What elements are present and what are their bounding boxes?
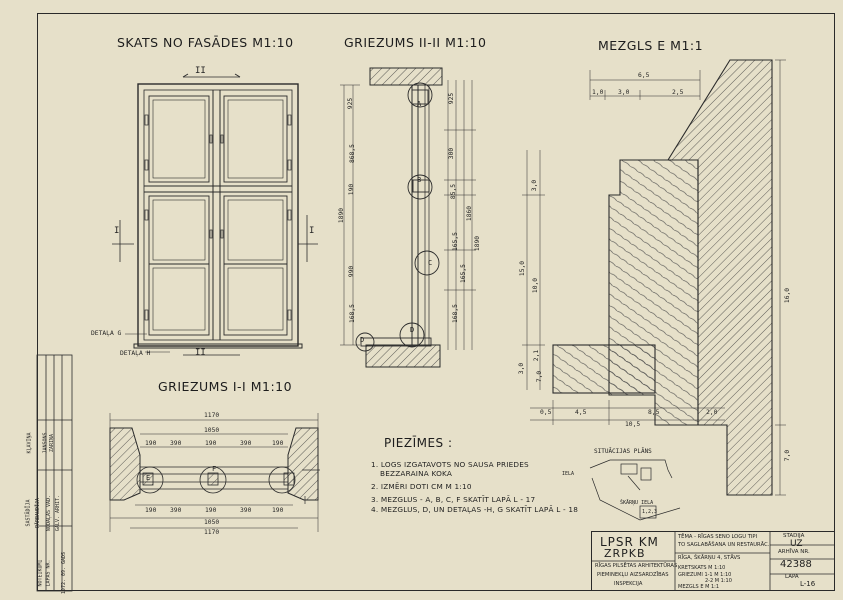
node-f-circle-label: F [212,465,217,473]
section2-dim-right-3: 85,5 [450,183,458,200]
node-dim-bottom-4: 2,0 [706,409,718,416]
note-1-cont: BEZZARAINA KOKA [380,469,453,478]
section-marker-left: I [114,226,120,236]
note-4: 4. MEZGLUS, D, UN DETAĻAS -H, G SKATĪT LAPĀ L - 18 [371,505,579,514]
stage-label: STADIJA [783,533,805,539]
section2-dim-left-5: 168,5 [348,304,356,323]
section1-dim-bot-seg-5: 190 [272,507,284,514]
node-c-label: C [428,259,433,267]
site-plan-drawing [590,460,680,520]
section2-dim-right-5: 165,5 [459,264,467,283]
node-e-circle-label: E [146,474,151,482]
section1-dim-seg-5: 190 [272,440,284,447]
section2-dim-right-6: 168,5 [451,304,459,323]
strip-name-4: ZARIŅA [49,433,56,453]
section2-dim-right-7: 1860 [466,205,474,222]
site-plan-street-1: IELA [562,471,575,477]
section1-dim-bot-seg-2: 390 [170,507,182,514]
node-dim-top-2: 3,0 [618,89,630,96]
section-marker-bottom: II [195,348,206,358]
node-dim-right: 16,0 [784,287,792,304]
title-block-org-4: PIEMINEKĻU AIZSARDZĪBAS [597,572,669,578]
section2-dim-right-4: 165,5 [451,232,459,251]
strip-bottom-3: 1972. 09. GADS [61,551,68,595]
title-block-row-3: 2-2 M 1:10 [705,578,732,584]
node-b-label: B [417,176,422,184]
section2-dim-right-8: 1890 [474,235,482,252]
section2-dim-left-2: 868,5 [348,144,356,163]
strip-col-1: SASTĀDĪJA [25,499,32,527]
node-a-label: A [417,100,422,108]
title-block-row-4: MEZGLS E M 1:1 [678,584,720,590]
section2-dim-total: 1890 [338,207,346,224]
section-marker-top: II [195,66,206,76]
strip-name-1: KĻAVIŅA [26,432,33,454]
title-block-row-1: KRETSKATS M 1:10 [678,565,726,571]
node-dim-v3: 10,0 [532,277,540,294]
node-d-small-label: D [360,336,365,344]
node-dim-top-1: 1,0 [592,89,604,96]
section1-dim-w1: 1170 [204,412,220,419]
section1-dim-seg-2: 390 [170,440,182,447]
section-marker-right: I [309,226,315,236]
section2-dim-left-3: 190 [348,183,356,196]
strip-col-3: NODAĻAS VAD. [46,494,53,532]
strip-col-2: PĀRBAUDĪJA [35,497,42,529]
section2-dim-right-2: 300 [448,147,456,160]
node-dim-bottom-2: 4,5 [575,409,587,416]
note-3: 3. MEZGLUS - A, B, C, F SKATĪT LAPĀ L - 17 [371,495,536,504]
section1-dim-bot-w2: 1170 [204,529,220,536]
node-e-drawing [522,60,786,495]
note-2: 2. IZMĒRI DOTI CM M 1:10 [371,482,472,491]
node-dim-v6: 7,0 [536,370,544,383]
section1-dim-bot-seg-4: 390 [240,507,252,514]
node-dim-v5: 3,0 [518,362,526,375]
sheet-number: L-16 [800,580,816,588]
site-plan-street-2: ŠKĀRŅU IELA [620,500,654,506]
title-block-address: RĪGA, ŠKĀRŅU 4, STĀVS [678,555,741,561]
node-e-title: MEZGLS E M1:1 [598,38,704,53]
detail-g-label: DETAĻA G [91,330,122,337]
section-1-title: GRIEZUMS I-I M1:10 [158,379,293,394]
node-d-label: D [410,326,415,334]
node-dim-v2: 15,0 [519,260,527,277]
title-block-org-2: ZRPKB [604,547,646,560]
site-plan-title: SITUĀCIJAS PLĀNS [594,448,652,455]
title-block-org-5: INSPEKCIJA [614,581,643,587]
note-1: 1. LOGS IZGATAVOTS NO SAUSA PRIEDES [371,460,529,469]
section-2-title: GRIEZUMS II-II M1:10 [344,35,487,50]
section2-dim-right-1: 925 [448,92,456,105]
title-block-tema: TĒMA - RĪGAS SENO LOGU TIPI [678,534,758,540]
stage-value: UZ [790,539,803,549]
section2-dim-left-1: 925 [347,97,355,110]
node-dim-right-2: 7,0 [784,449,792,462]
title-block-org-1: LPSR KM [600,535,659,549]
section1-dim-bot-w1: 1050 [204,519,220,526]
title-block-org-3: RĪGAS PILSĒTAS ARHITEKTŪRAS [595,563,678,569]
title-block-tema-2: TO SAGLABĀŠANA UN RESTAURĀC. [678,542,770,548]
sheet-label: LAPA [785,574,799,580]
notes-heading: PIEZĪMES : [384,436,453,450]
archive-label: ARHĪVA NR. [778,549,810,555]
archive-number: 42388 [780,559,812,570]
title-block-row-2: GRIEZUMI 1-1 M 1:10 [678,572,732,578]
facade-view-title: SKATS NO FASĀDES M1:10 [117,35,294,50]
node-dim-v4: 2,1 [533,349,541,362]
node-dim-v1: 3,0 [531,179,539,192]
section2-dim-left-4: 990 [348,265,356,278]
node-dim-bottom-total: 10,5 [625,421,641,428]
facade-window-drawing [112,74,318,355]
detail-h-label: DETAĻA H [120,350,151,357]
node-dim-bottom-1: 0,5 [540,409,552,416]
strip-bottom-2: LAPAS NR. [45,559,52,587]
section1-dim-seg-3: 190 [205,440,217,447]
strip-bottom-1: NOTEIKUMI [37,559,44,587]
section1-dim-seg-4: 390 [240,440,252,447]
node-dim-top: 6,5 [638,72,650,79]
strip-col-4: GALV. ARHIT. [55,494,62,532]
section1-dim-bot-seg-3: 190 [205,507,217,514]
section1-dim-bot-seg-1: 190 [145,507,157,514]
node-dim-top-3: 2,5 [672,89,684,96]
section1-dim-seg-1: 190 [145,440,157,447]
site-plan-lot: 1,2,3 [642,509,658,515]
node-dim-bottom-3: 8,5 [648,409,660,416]
strip-name-3: JANSONS [42,432,49,454]
section1-dim-w2: 1050 [204,427,220,434]
